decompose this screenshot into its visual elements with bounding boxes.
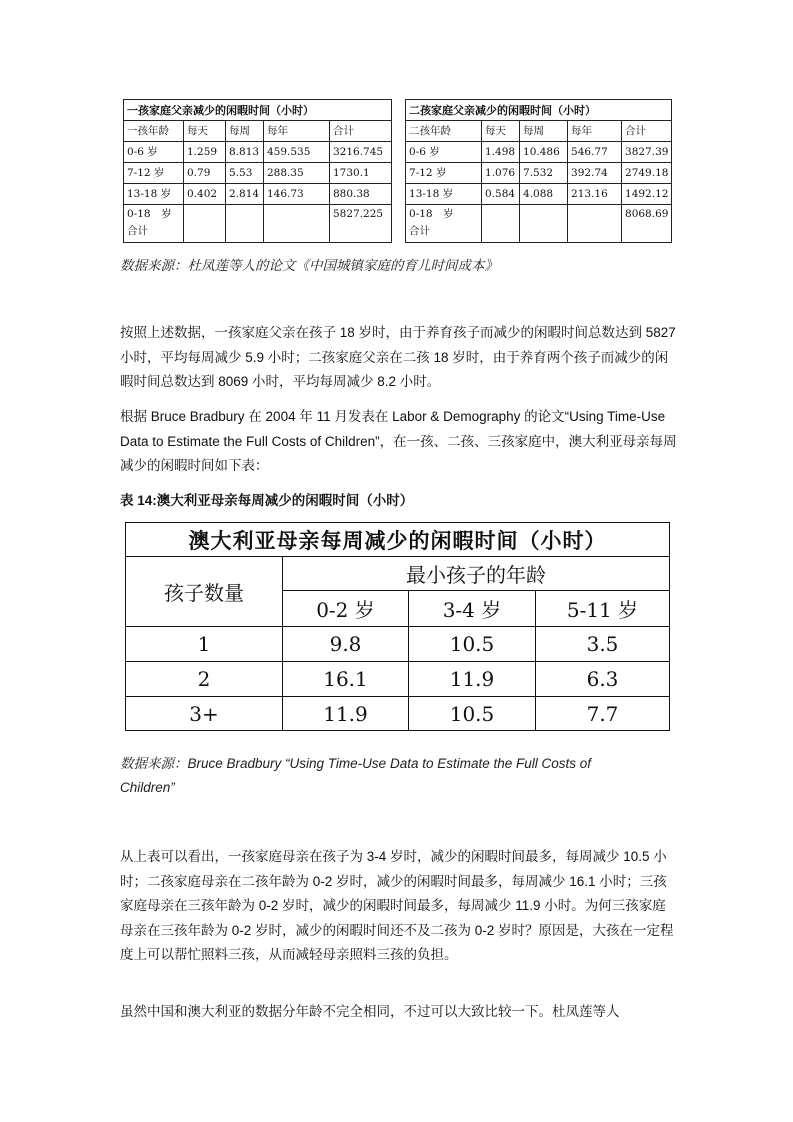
table1-left-title: 一孩家庭父亲减少的闲暇时间（小时） bbox=[124, 100, 392, 121]
table1-cell: 392.74 bbox=[568, 163, 622, 184]
table1-cell: 0.584 bbox=[482, 184, 520, 205]
table1-cell: 3827.39 bbox=[622, 142, 672, 163]
table2-col-header: 3-4 岁 bbox=[409, 591, 536, 627]
table1-header-cell: 每天 bbox=[184, 121, 226, 142]
table1-header-cell: 每年 bbox=[568, 121, 622, 142]
table2-row-label: 1 bbox=[126, 627, 283, 662]
table1-cell: 146.73 bbox=[264, 184, 330, 205]
table2-col-header: 5-11 岁 bbox=[536, 591, 670, 627]
table1-cell: 880.38 bbox=[330, 184, 392, 205]
table1-cell: 13-18 岁 bbox=[406, 184, 482, 205]
table1-header-cell: 每周 bbox=[226, 121, 264, 142]
table1-header-cell: 二孩年龄 bbox=[406, 121, 482, 142]
table2-cell: 9.8 bbox=[283, 627, 409, 662]
table1-header-cell: 每周 bbox=[520, 121, 568, 142]
total-label-line: 合计 bbox=[127, 225, 148, 237]
table1-cell: 7-12 岁 bbox=[124, 163, 184, 184]
total-label-line: 0-18 岁 bbox=[127, 208, 172, 220]
table2-cell: 11.9 bbox=[283, 697, 409, 731]
table1-cell: 546.77 bbox=[568, 142, 622, 163]
table1-cell: 4.088 bbox=[520, 184, 568, 205]
table1-header-cell: 合计 bbox=[622, 121, 672, 142]
table1-cell: 0.402 bbox=[184, 184, 226, 205]
total-label-line: 0-18 岁 bbox=[409, 208, 454, 220]
table1-cell: 1.076 bbox=[482, 163, 520, 184]
table1-cell: 288.35 bbox=[264, 163, 330, 184]
mother-leisure-table bbox=[125, 522, 670, 731]
table1-cell: 2749.18 bbox=[622, 163, 672, 184]
table1-total-label bbox=[124, 205, 184, 243]
table1-cell: 7-12 岁 bbox=[406, 163, 482, 184]
table1-header-cell: 合计 bbox=[330, 121, 392, 142]
table1-total-value: 8068.69 bbox=[622, 205, 672, 243]
table1-cell: 2.814 bbox=[226, 184, 264, 205]
table1-cell: 459.535 bbox=[264, 142, 330, 163]
table1-gap bbox=[392, 100, 406, 243]
table1-cell-empty bbox=[264, 205, 330, 243]
table1-cell-empty bbox=[520, 205, 568, 243]
table1-cell-empty bbox=[226, 205, 264, 243]
paragraph-2: 根据 Bruce Bradbury 在 2004 年 11 月发表在 Labor & Demography 的论文“Using Time-Use Data to Estimate the Full Costs of Children”，在一孩、二孩、三孩家庭中，澳大利亚母亲每周减少的闲暇时间如下表： bbox=[120, 409, 677, 474]
table2-cell: 7.7 bbox=[536, 697, 670, 731]
source-note-1: 数据来源：杜凤莲等人的论文《中国城镇家庭的育儿时间成本》 bbox=[120, 258, 498, 273]
table1-cell: 8.813 bbox=[226, 142, 264, 163]
table1-cell: 1.498 bbox=[482, 142, 520, 163]
table1-cell-empty bbox=[482, 205, 520, 243]
table2-caption: 表 14:澳大利亚母亲每周减少的闲暇时间（小时） bbox=[120, 493, 414, 508]
table1-total-label bbox=[406, 205, 482, 243]
table1-cell: 1492.12 bbox=[622, 184, 672, 205]
table1-right-title: 二孩家庭父亲减少的闲暇时间（小时） bbox=[406, 100, 672, 121]
paragraph-4: 虽然中国和澳大利亚的数据分年龄不完全相同，不过可以大致比较一下。杜凤莲等人 bbox=[120, 1004, 620, 1019]
table2-cell: 16.1 bbox=[283, 662, 409, 697]
total-label-line: 合计 bbox=[409, 225, 431, 237]
father-leisure-table bbox=[123, 99, 672, 243]
table2-cell: 11.9 bbox=[409, 662, 536, 697]
table-row bbox=[126, 627, 670, 662]
table2-row-label: 3+ bbox=[126, 697, 283, 731]
table2-cell: 10.5 bbox=[409, 697, 536, 731]
table1-cell-empty bbox=[184, 205, 226, 243]
table1-header-cell: 一孩年龄 bbox=[124, 121, 184, 142]
table2-cell: 3.5 bbox=[536, 627, 670, 662]
table1-cell: 7.532 bbox=[520, 163, 568, 184]
table2-title: 澳大利亚母亲每周减少的闲暇时间（小时） bbox=[126, 523, 670, 557]
table1-cell: 5.53 bbox=[226, 163, 264, 184]
table2-cell: 10.5 bbox=[409, 627, 536, 662]
paragraph-3: 从上表可以看出，一孩家庭母亲在孩子为 3-4 岁时，减少的闲暇时间最多，每周减少 10.5 小时；二孩家庭母亲在二孩年龄为 0-2 岁时，减少的闲暇时间最多，每周减少 16.1 小时；三孩家庭母亲在三孩年龄为 0-2 岁时，减少的闲暇时间最多，每周减少 11.9 小时。为何三孩家庭母亲在三孩年龄为 0-2 岁时，减少的闲暇时间还不及二孩为 0-2 岁时？原因是，大孩在一定程度上可以帮忙照料三孩，从而减轻母亲照料三孩的负担。 bbox=[120, 849, 674, 963]
table1-header-cell: 每年 bbox=[264, 121, 330, 142]
table2-row-label: 2 bbox=[126, 662, 283, 697]
source-note-2: 数据来源：Bruce Bradbury “Using Time-Use Data to Estimate the Full Costs of Children” bbox=[120, 756, 592, 795]
table1-cell: 1.259 bbox=[184, 142, 226, 163]
table1-cell: 10.486 bbox=[520, 142, 568, 163]
table1-cell-empty bbox=[568, 205, 622, 243]
table2-group-header: 最小孩子的年龄 bbox=[283, 557, 670, 591]
table2-col-header: 0-2 岁 bbox=[283, 591, 409, 627]
table1-cell: 0-6 岁 bbox=[406, 142, 482, 163]
table1-cell: 1730.1 bbox=[330, 163, 392, 184]
table1-total-value: 5827.225 bbox=[330, 205, 392, 243]
paragraph-1: 按照上述数据，一孩家庭父亲在孩子 18 岁时，由于养育孩子而减少的闲暇时间总数达到 5827 小时，平均每周减少 5.9 小时；二孩家庭父亲在二孩 18 岁时，由于养育两个孩子而减少的闲暇时间总数达到 8069 小时，平均每周减少 8.2 小时。 bbox=[120, 325, 676, 390]
table1-cell: 0.79 bbox=[184, 163, 226, 184]
table1-header-cell: 每天 bbox=[482, 121, 520, 142]
table-row bbox=[126, 697, 670, 731]
table2-row-header: 孩子数量 bbox=[126, 557, 283, 627]
table1-cell: 13-18 岁 bbox=[124, 184, 184, 205]
table1-cell: 0-6 岁 bbox=[124, 142, 184, 163]
table2-cell: 6.3 bbox=[536, 662, 670, 697]
table1-cell: 3216.745 bbox=[330, 142, 392, 163]
table1-cell: 213.16 bbox=[568, 184, 622, 205]
table-row bbox=[126, 662, 670, 697]
